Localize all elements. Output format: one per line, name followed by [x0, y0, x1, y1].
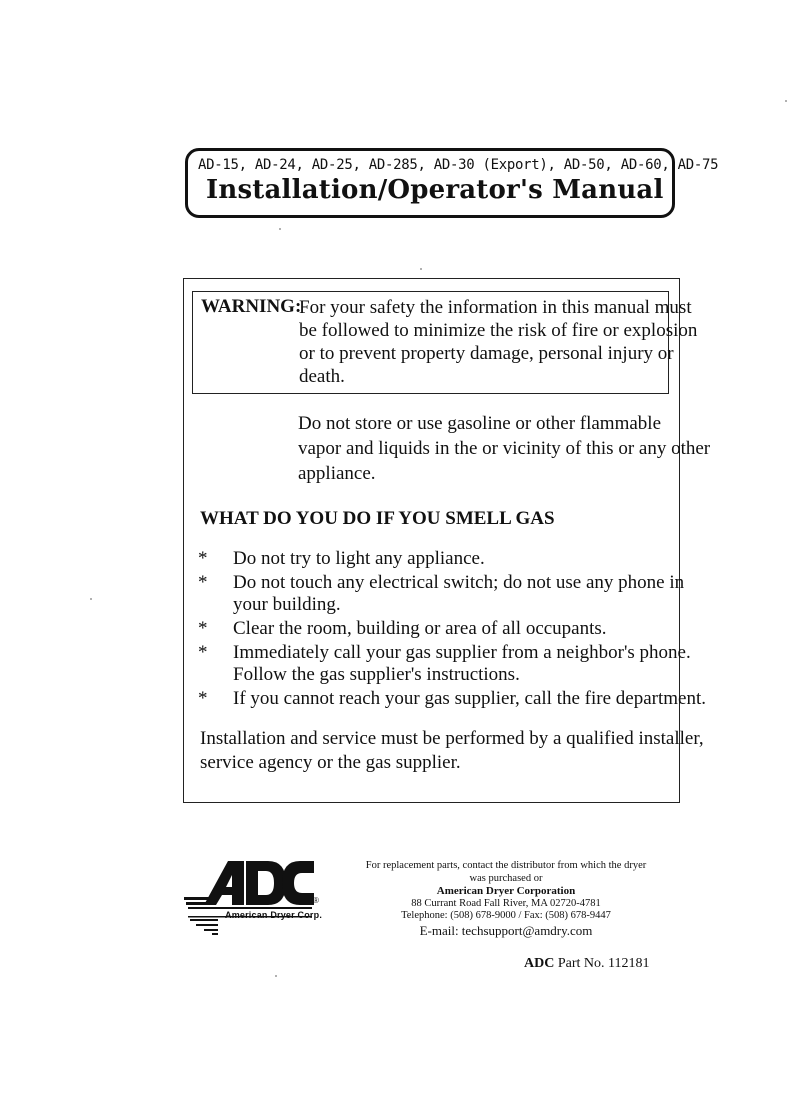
gas-instructions-list [198, 548, 706, 712]
bullet-marker: * [198, 642, 208, 663]
scan-speck [275, 975, 277, 977]
manual-title: Installation/Operator's Manual [206, 175, 664, 205]
contact-email: E-mail: techsupport@amdry.com [419, 922, 593, 938]
bullet-marker: * [198, 548, 208, 569]
warning-label: WARNING: [201, 296, 302, 317]
scan-speck [785, 100, 787, 102]
flammable-storage-notice: Do not store or use gasoline or other flammable vapor and liquids in the or vicinity of this or any other appliance. [298, 413, 711, 484]
list-item: * Do not touch any electrical switch; do not use any phone in your building. [198, 572, 685, 615]
list-item: * Immediately call your gas supplier from a neighbor's phone. Follow the gas supplier's instructions. [198, 642, 691, 685]
list-item: * Clear the room, building or area of all occupants. [198, 618, 607, 639]
installation-note: Installation and service must be performed by a qualified installer, service agency or the gas supplier. [200, 728, 704, 773]
contact-line-1: For replacement parts, contact the distributor from which the dryer [365, 860, 647, 871]
scan-speck [420, 268, 422, 270]
list-item: * Do not try to light any appliance. [198, 548, 485, 569]
model-list: AD-15, AD-24, AD-25, AD-285, AD-30 (Export), AD-50, AD-60, AD-75 [198, 157, 719, 173]
adc-logo [182, 855, 327, 937]
part-number: ADC Part No. 112181 [524, 956, 650, 971]
bullet-marker: * [198, 688, 208, 709]
gas-smell-heading: WHAT DO YOU DO IF YOU SMELL GAS [200, 508, 555, 529]
registered-mark: ® [313, 896, 319, 905]
contact-address: 88 Currant Road Fall River, MA 02720-4781 [411, 897, 601, 909]
contact-block [356, 860, 656, 939]
warning-text: For your safety the information in this manual must be followed to minimize the risk of fire or explosion or to prevent property damage, personal injury or death. [299, 297, 698, 387]
bullet-marker: * [198, 618, 208, 639]
contact-company: American Dryer Corporation [436, 885, 576, 897]
scan-speck [90, 598, 92, 600]
scan-speck [279, 228, 281, 230]
title-box [185, 148, 719, 218]
bullet-marker: * [198, 572, 208, 593]
contact-phone: Telephone: (508) 678-9000 / Fax: (508) 678-9447 [401, 910, 611, 921]
logo-company-name: American Dryer Corp. [225, 910, 323, 920]
contact-line-2: was purchased or [469, 872, 543, 884]
list-item: * If you cannot reach your gas supplier, call the fire department. [198, 688, 706, 709]
